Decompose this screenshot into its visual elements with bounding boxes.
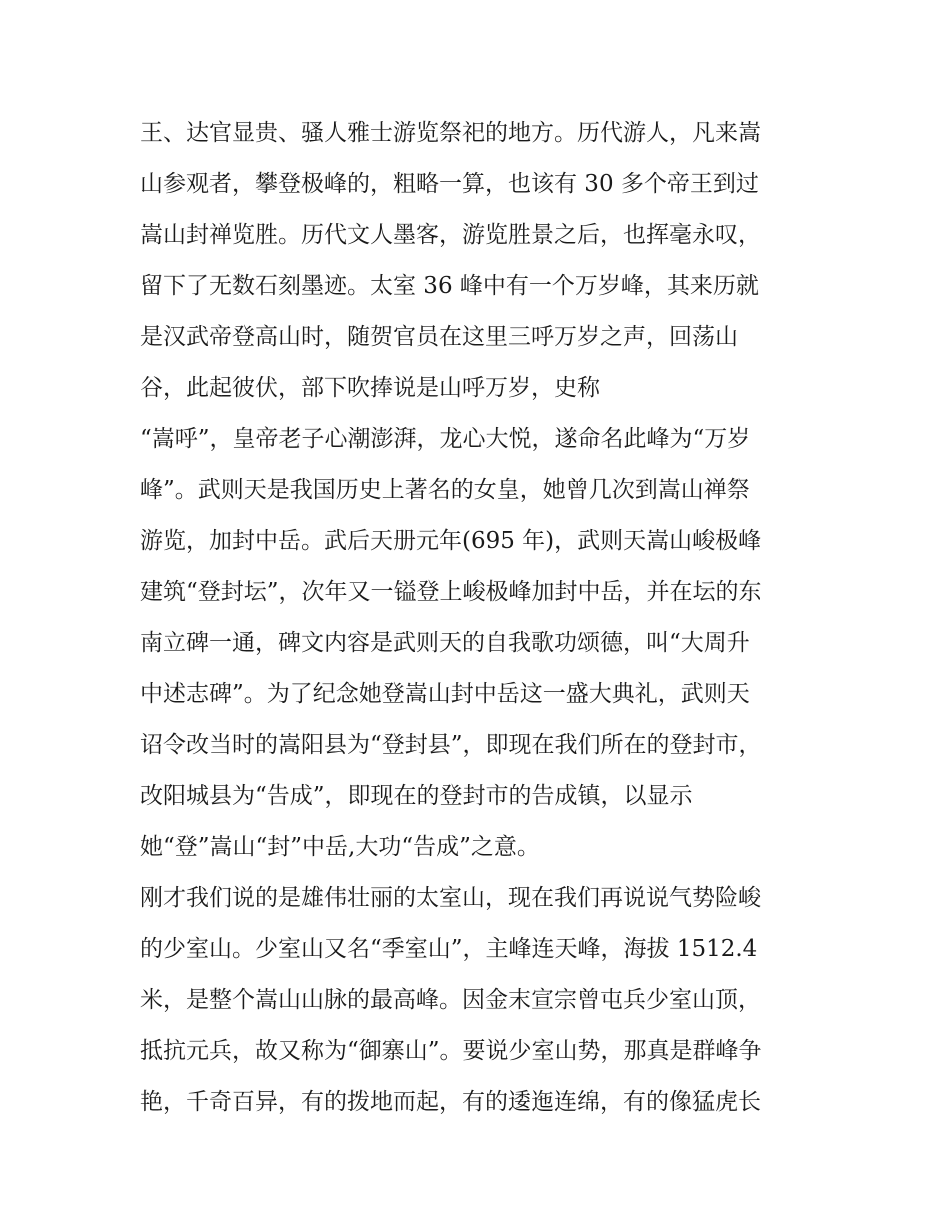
text-line: 是汉武帝登高山时，随贺官员在这里三呼万岁之声，回荡山 xyxy=(140,324,738,350)
text-line: 艳，千奇百异，有的拨地而起，有的逶迤连绵，有的像猛虎长 xyxy=(140,1089,761,1115)
text-line: 留下了无数石刻墨迹。太室 36 峰中有一个万岁峰，其来历就 xyxy=(140,273,759,299)
text-line: 她“登”嵩山“封”中岳,大功“告成”之意。 xyxy=(140,834,540,860)
text-line: 中述志碑”。为了纪念她登嵩山封中岳这一盛大典礼，武则天 xyxy=(140,681,750,707)
text-line: 南立碑一通，碑文内容是武则天的自我歌功颂德，叫“大周升 xyxy=(140,630,750,656)
text-line: 米，是整个嵩山山脉的最高峰。因金末宣宗曾屯兵少室山顶， xyxy=(140,987,761,1013)
text-line: 抵抗元兵，故又称为“御寨山”。要说少室山势，那真是群峰争 xyxy=(140,1038,762,1064)
text-line: 王、达官显贵、骚人雅士游览祭祀的地方。历代游人，凡来嵩 xyxy=(140,120,761,146)
text-line: 峰”。武则天是我国历史上著名的女皇，她曾几次到嵩山禅祭 xyxy=(140,477,750,503)
text-line: 嵩山封禅览胜。历代文人墨客，游览胜景之后，也挥毫永叹， xyxy=(140,222,761,248)
body-text xyxy=(140,108,820,1128)
text-line: “嵩呼”，皇帝老子心潮澎湃，龙心大悦，遂命名此峰为“万岁 xyxy=(140,426,751,452)
text-line: 建筑“登封坛”，次年又一镒登上峻极峰加封中岳，并在坛的东 xyxy=(140,579,762,605)
text-line: 的少室山。少室山又名“季室山”，主峰连天峰，海拔 1512.4 xyxy=(140,936,758,962)
text-line: 诏令改当时的嵩阳县为“登封县”，即现在我们所在的登封市， xyxy=(140,732,762,758)
text-line: 山参观者，攀登极峰的，粗略一算，也该有 30 多个帝王到过 xyxy=(140,171,759,197)
text-line: 刚才我们说的是雄伟壮丽的太室山，现在我们再说说气势险峻 xyxy=(140,885,761,911)
text-line: 改阳城县为“告成”，即现在的登封市的告成镇，以显示 xyxy=(140,783,693,809)
text-line: 游览，加封中岳。武后天册元年(695 年)，武则天嵩山峻极峰 xyxy=(140,528,762,554)
text-line: 谷，此起彼伏，部下吹捧说是山呼万岁，史称 xyxy=(140,375,600,401)
